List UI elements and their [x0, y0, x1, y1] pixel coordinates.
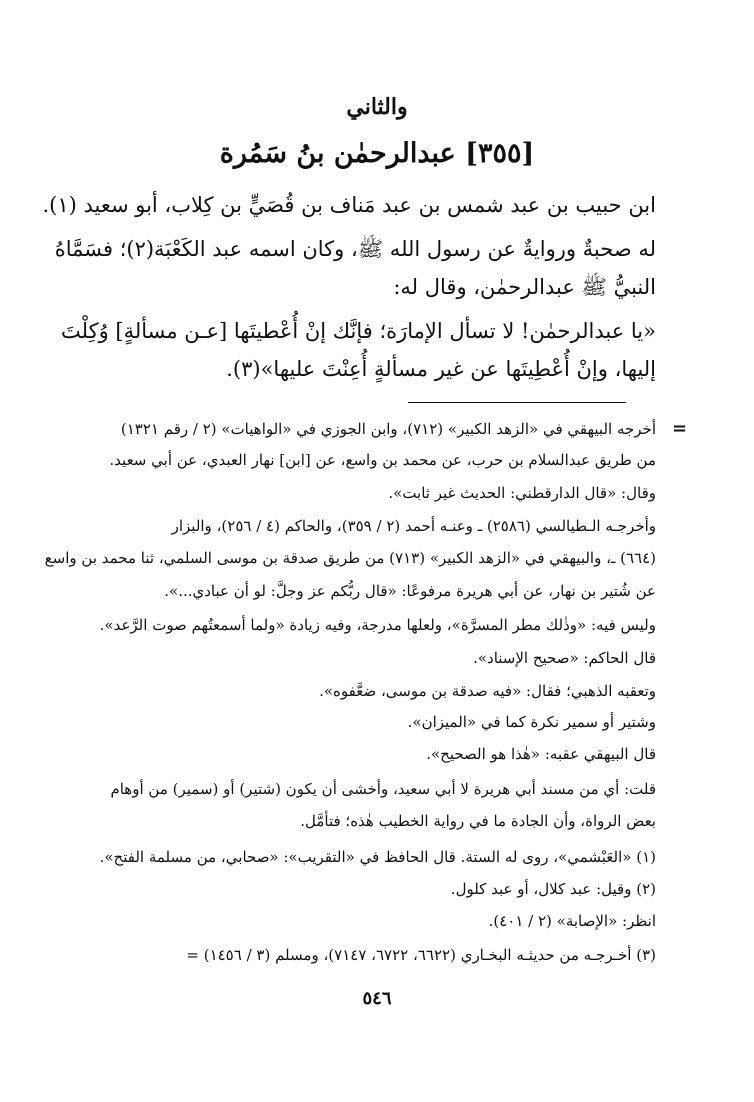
footnote-line: قلت: أي من مسند أبي هريرة لا أبي سعيد، وأخشى أن يكون (شتير) أو (سمير) من أوهام	[110, 780, 656, 798]
footnote-line: عن شُتير بن نهار، عن أبي هريرة مرفوعًا: «قال ربُّكم عز وجلَّ: لو أن عبادي...».	[164, 582, 656, 600]
footnote-line: وشتير أو سمير نكرة كما في «الميزان».	[407, 713, 656, 731]
footnote-line: قال الحاكم: «صحيح الإسناد».	[473, 649, 656, 667]
footnote-line: وليس فيه: «وذٰلك مطر المسرَّة»، ولعلها مدرجة، وفيه زيادة «ولما أسمعتُهم صوت الرَّعد».	[99, 616, 656, 634]
footnote-line: انظر: «الإصابة» (٢ / ٤٠١).	[488, 912, 656, 930]
footnote-line: (٢) وقيل: عبد كلال، أو عبد كلول.	[450, 880, 656, 898]
body-line: النبيُّ ﷺ عبدالرحمٰن، وقال له:	[393, 275, 656, 299]
body-line: ابن حبيب بن عبد شمس بن عبد مَناف بن قُصَيٍّ بن كِلاب، أبو سعيد (١).	[42, 193, 656, 217]
footnote-line: من طريق عبدالسلام بن حرب، عن محمد بن واسع، عن [ابن] نهار العبدي، عن أبي سعيد.	[109, 451, 656, 469]
footnote-line: وأخرجـه الـطيالسي (٢٥٨٦) ـ وعنـه أحمد (٢ / ٣٥٩)، والحاكم (٤ / ٢٥٦)، والبزار	[171, 517, 656, 535]
footnote-line: (٦٦٤) ـ، والبيهقي في «الزهد الكبير» (٧١٣) من طريق صدقة بن موسى السلمي، ثنا محمد بن واسع	[44, 549, 656, 567]
footnote-line: (١) «العَبْشمي»، روى له الستة. قال الحافظ في «التقريب»: «صحابي، من مسلمة الفتح».	[99, 848, 656, 866]
section-heading: والثاني	[346, 94, 408, 120]
footnote-separator	[408, 402, 626, 403]
footnote-line: أخرجه البيهقي في «الزهد الكبير» (٧١٢)، وابن الجوزي في «الواهيات» (٢ / رقم ١٣٢١)	[120, 420, 656, 438]
footnote-line: وقال: «قال الدارقطني: الحديث غير ثابت».	[388, 484, 656, 502]
body-line: إليها، وإنْ أُعْطِيتَها عن غير مسألةٍ أُعِنْتَ عليها»(٣).	[226, 357, 656, 381]
page-number: ٥٤٦	[362, 988, 392, 1009]
body-line: «يا عبدالرحمٰن! لا تسأل الإمارَة؛ فإنَّك إنْ أُعْطيتَها [عـن مسألةٍ] وُكِلْتَ	[61, 319, 656, 343]
continuation-mark-top: =	[672, 418, 688, 439]
footnote-line: قال البيهقي عقبه: «هٰذا هو الصحيح».	[426, 745, 656, 763]
footnote-line: وتعقبه الذهبي؛ فقال: «فيه صدقة بن موسى، ضعَّفوه».	[319, 682, 656, 700]
footnote-line: بعض الرواة، وأن الجادة ما في رواية الخطيب هٰذه؛ فتأمَّل.	[300, 812, 656, 830]
body-line: له صحبةٌ وروايةٌ عن رسول الله ﷺ، وكان اسمه عبد الكَعْبَة(٢)؛ فسَمَّاهُ	[54, 237, 656, 261]
footnote-line: (٣) أخـرجـه من حديثـه البخـاري (٦٦٢٢، ٦٧٢٢، ٧١٤٧)، ومسلم (٣ / ١٤٥٦) =	[186, 946, 656, 964]
entry-title: [٣٥٥] عبدالرحمٰن بنُ سَمُرة	[219, 138, 535, 169]
